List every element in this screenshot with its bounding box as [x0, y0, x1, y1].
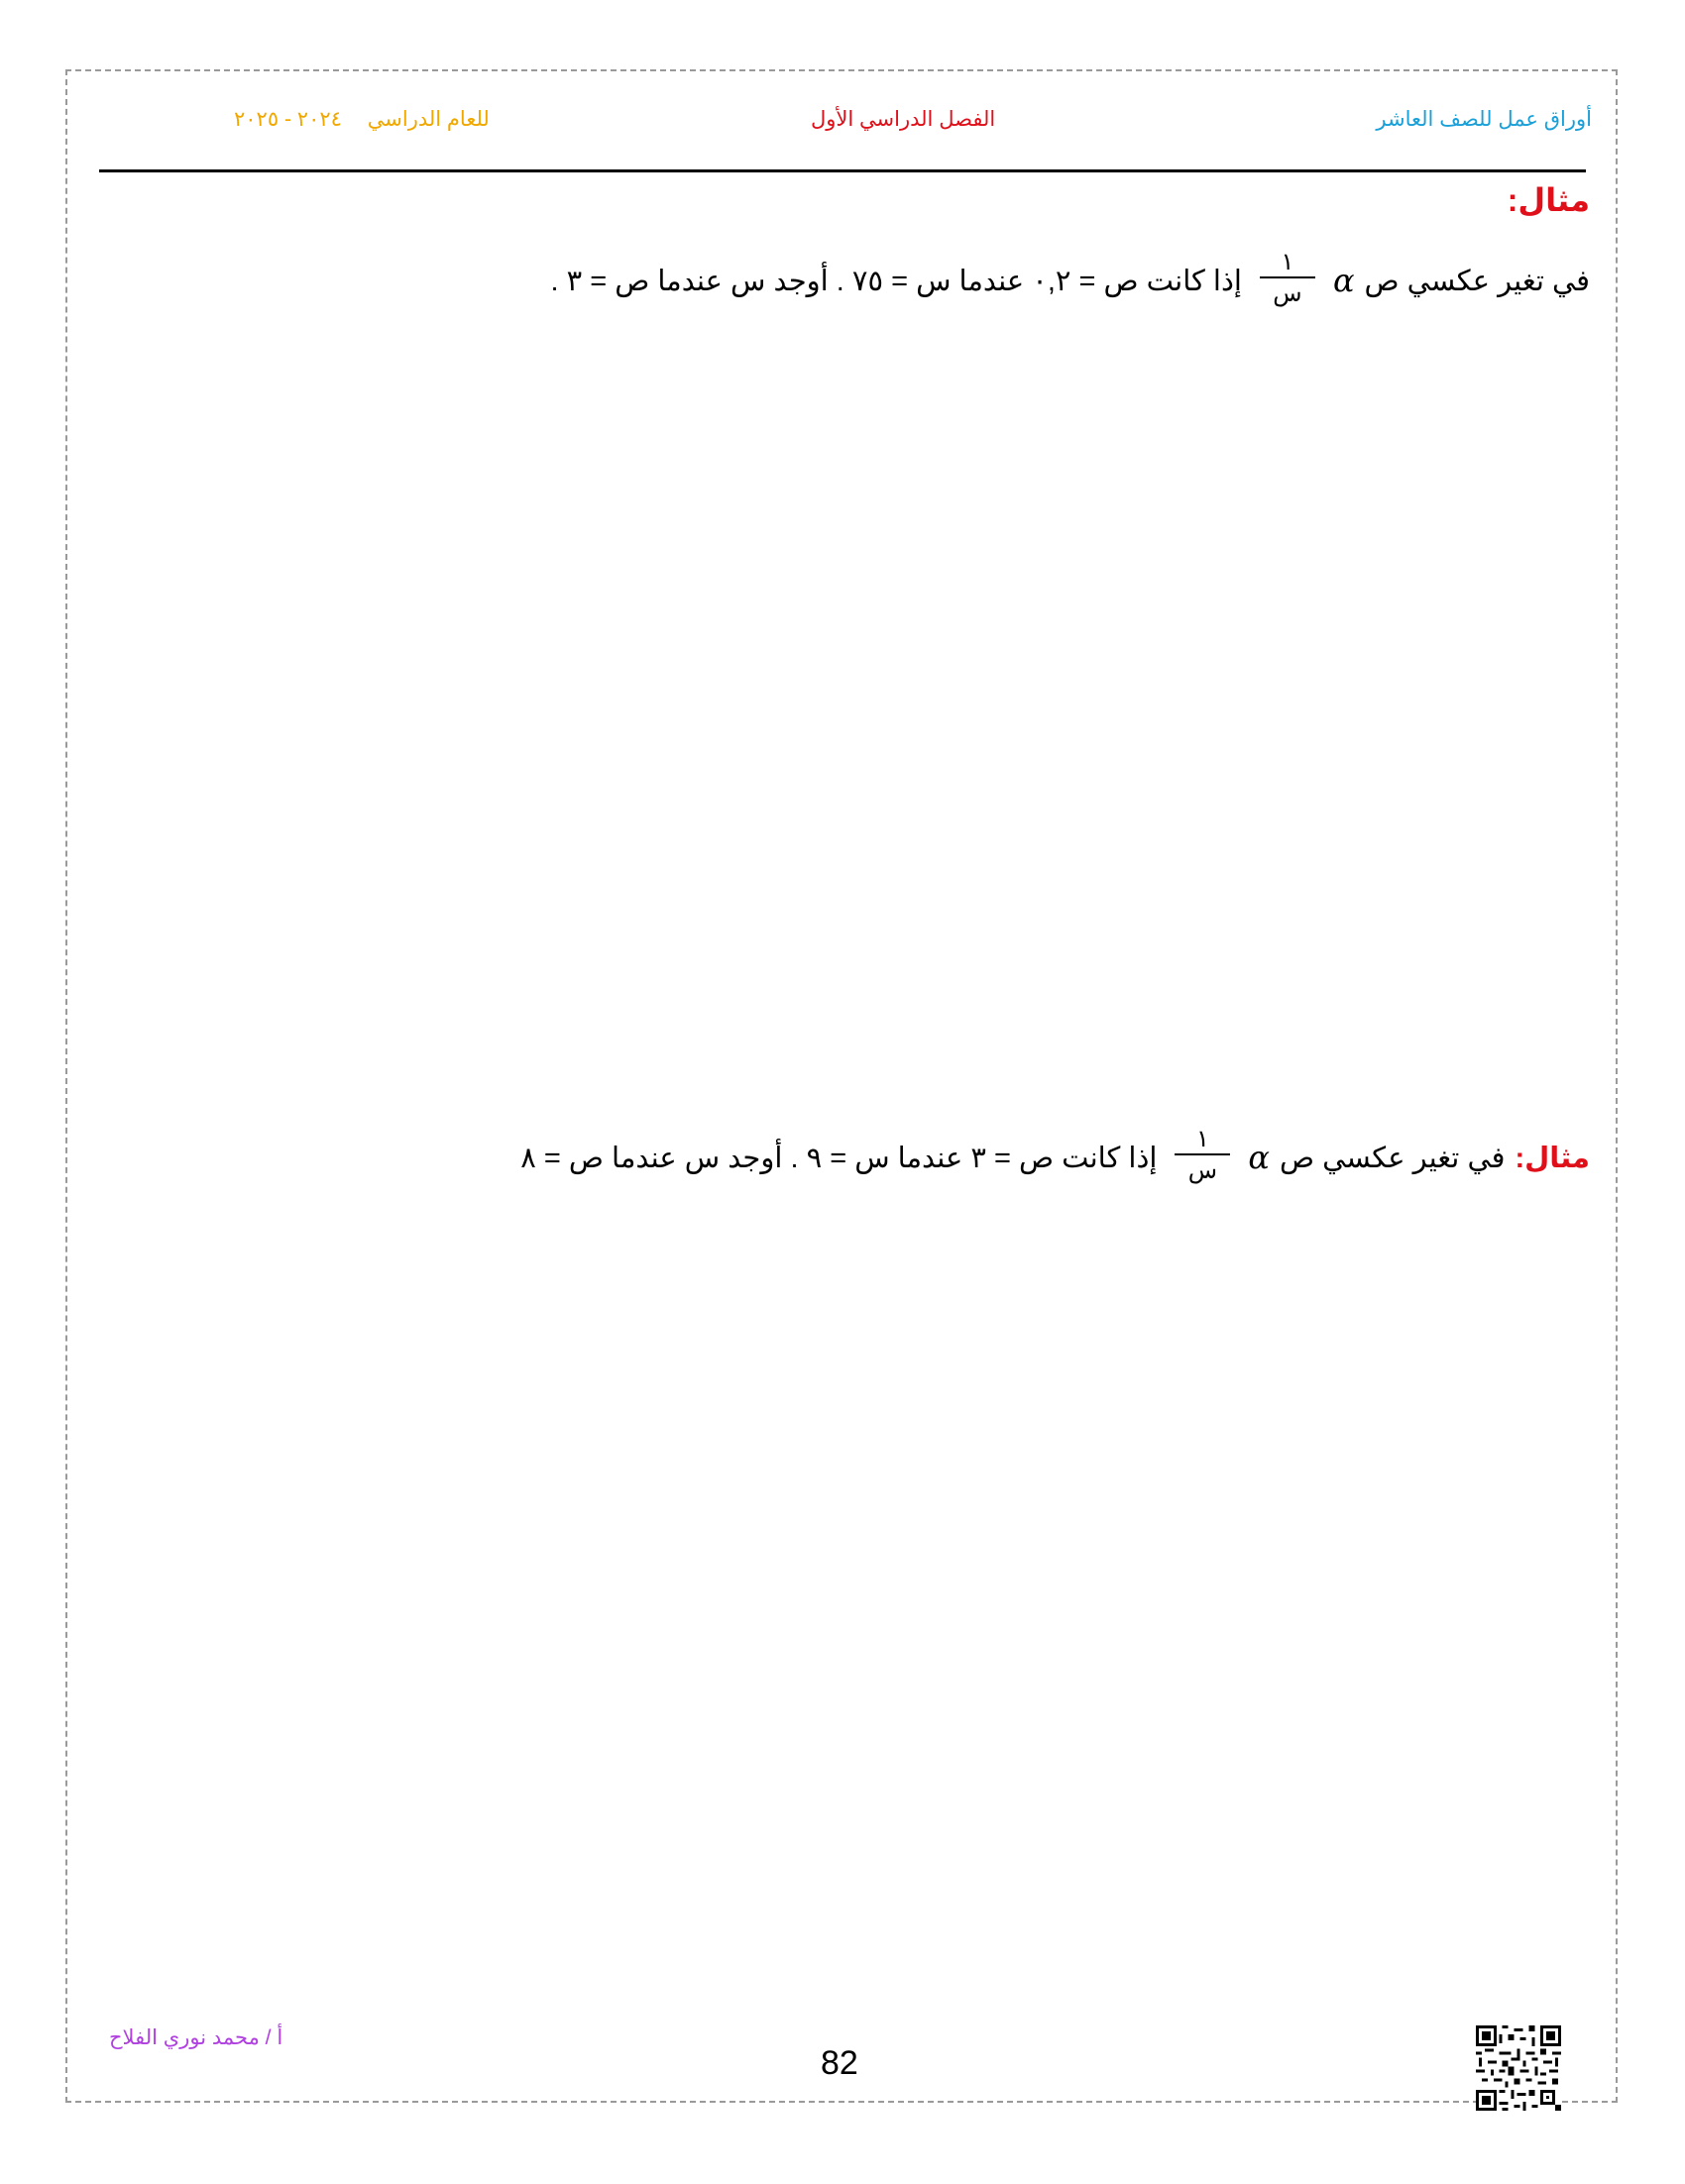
example-2-fraction	[1175, 1128, 1230, 1183]
semester-label: الفصل الدراسي الأول	[811, 108, 996, 131]
example-2-label: مثال:	[1515, 1142, 1590, 1174]
fraction-denominator: س	[1187, 1157, 1218, 1184]
academic-year-label: للعام الدراسي	[367, 108, 490, 131]
proportional-symbol: α	[1332, 262, 1355, 299]
example-1-fraction	[1260, 251, 1315, 306]
qr-code-icon	[1476, 2025, 1561, 2111]
page-number: 82	[821, 2044, 858, 2082]
worksheet-title: أوراق عمل للصف العاشر	[1376, 108, 1592, 131]
example-2-text	[520, 1126, 1590, 1185]
academic-year-value: ٢٠٢٤ - ٢٠٢٥	[234, 108, 342, 131]
example-1-label: مثال:	[1507, 182, 1590, 218]
fraction-denominator: س	[1273, 280, 1302, 307]
example-1-part1: في تغير عكسي ص	[1364, 265, 1590, 297]
fraction-numerator: ١	[1195, 1126, 1209, 1152]
example-1-text	[550, 249, 1590, 308]
fraction-numerator: ١	[1281, 249, 1294, 275]
academic-year	[234, 107, 490, 132]
page-border	[65, 69, 1618, 2103]
author-name: أ / محمد نوري الفلاح	[109, 2026, 283, 2049]
example-2-part2: إذا كانت ص = ٣ عندما س = ٩ . أوجد س عندما ص = ٨	[520, 1142, 1158, 1174]
proportional-symbol: α	[1248, 1139, 1271, 1176]
example-2-part1: في تغير عكسي ص	[1280, 1142, 1506, 1174]
example-1-part2: إذا كانت ص = ٠,٢ عندما س = ٧٥ . أوجد س عندما ص = ٣ .	[550, 265, 1242, 297]
header-rule	[99, 169, 1586, 172]
